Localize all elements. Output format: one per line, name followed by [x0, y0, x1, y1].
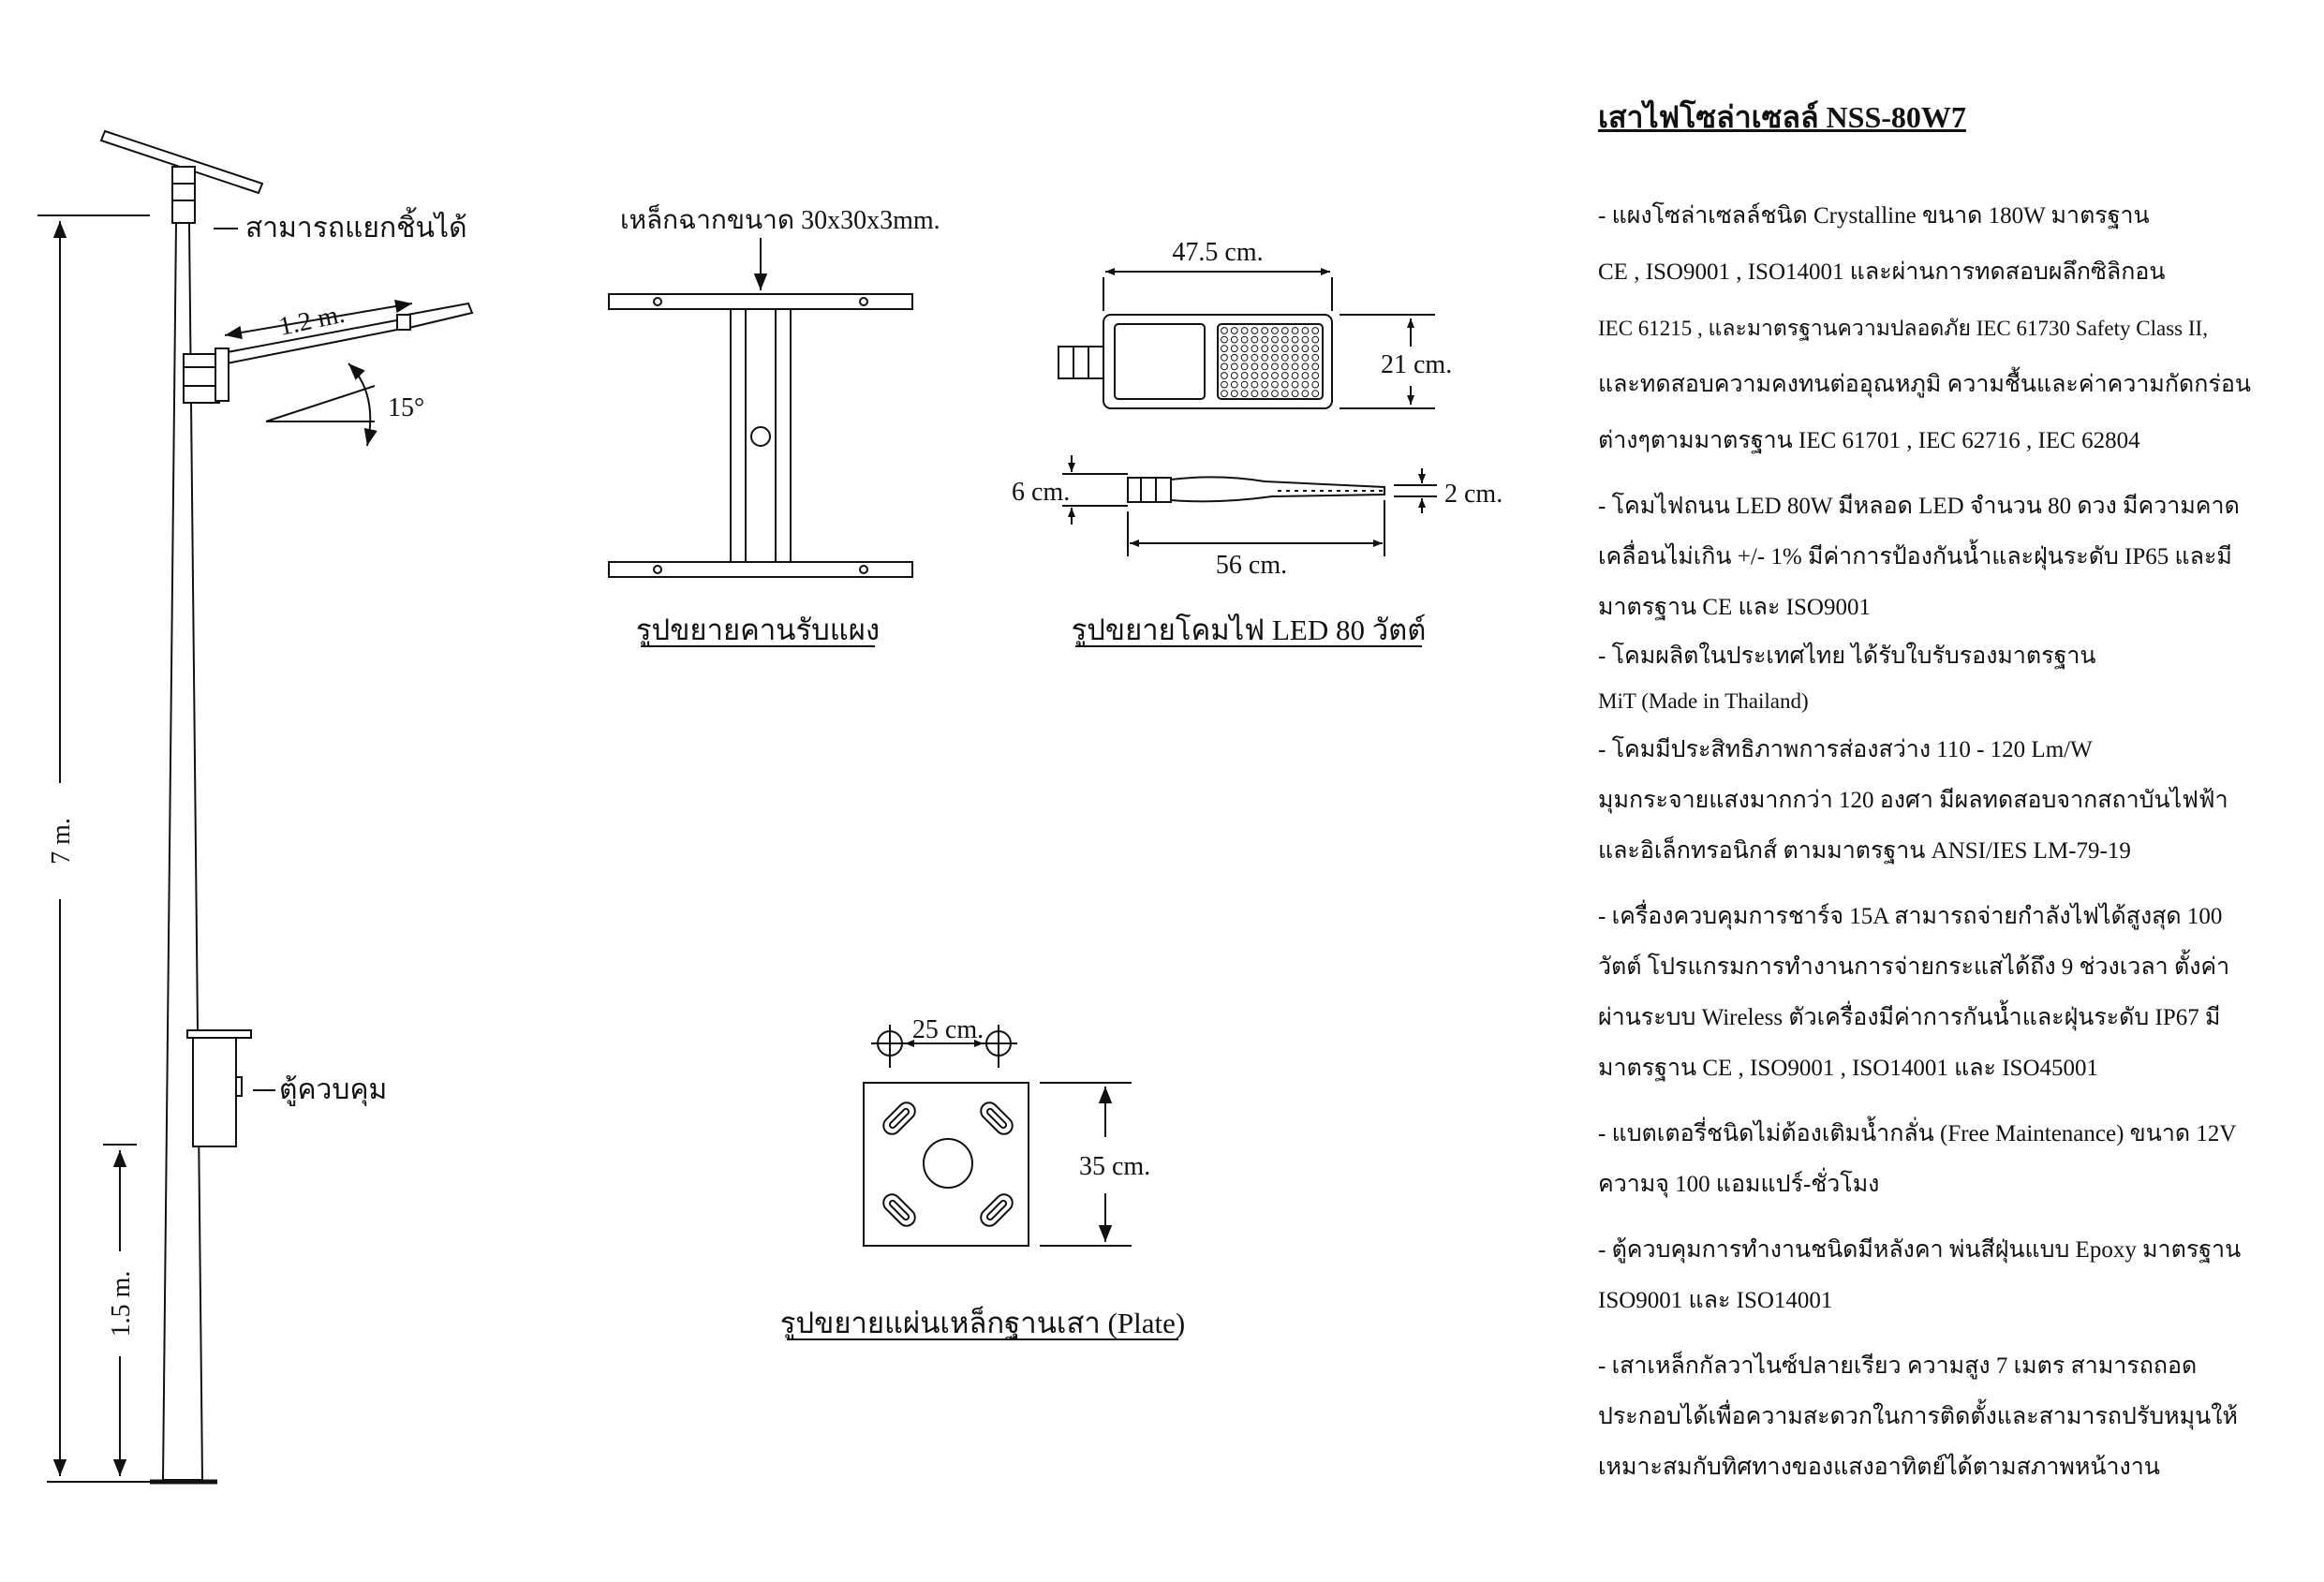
lamp-drawing: [1058, 272, 1437, 646]
spec-line: มาตรฐาน CE และ ISO9001: [1598, 595, 1871, 620]
control-box: [193, 1036, 236, 1146]
lamp-caption: รูปขยายโคมไฟ LED 80 วัตต์: [1071, 614, 1427, 646]
spec-line: - เสาเหล็กกัลวาไนซ์ปลายเรียว ความสูง 7 เมตร สามารถถอด: [1598, 1353, 2198, 1379]
spec-list: [1598, 198, 2310, 1486]
pole-drawing: [37, 131, 472, 1482]
lamp-height-right-label: 2 cm.: [1444, 480, 1503, 509]
spec-line: - โคมไฟถนน LED 80W มีหลอด LED จำนวน 80 ดวง มีความคาด: [1598, 494, 2240, 519]
pole-shaft: [163, 223, 202, 1480]
spec-line: - โคมผลิตในประเทศไทย ได้รับใบรับรองมาตรฐาน: [1598, 643, 2096, 669]
plate-bolt-spacing-label: 25 cm.: [911, 1015, 984, 1044]
pole-control-box-label: ตู้ควบคุม: [279, 1074, 388, 1105]
spec-line: และอิเล็กทรอนิกส์ ตามมาตรฐาน ANSI/IES LM-79-19: [1598, 838, 2131, 864]
plate-outline: [864, 1083, 1029, 1246]
pole-height-label: 7 m.: [47, 818, 76, 865]
spec-line: ประกอบได้เพื่อความสะดวกในการติดตั้งและสามารถปรับหมุนให้: [1598, 1404, 2238, 1429]
spec-line: - แผงโซล่าเซลล์ชนิด Crystalline ขนาด 180W มาตรฐาน: [1598, 203, 2150, 229]
lamp-width-label: 47.5 cm.: [1172, 238, 1264, 267]
bracket-drawing: [609, 238, 912, 646]
pole-arm-length-label: 1.2 m.: [276, 299, 348, 342]
plate-caption: รูปขยายแผ่นเหล็กฐานเสา (Plate): [779, 1307, 1186, 1339]
spec-line: มุมกระจายแสงมากกว่า 120 องศา มีผลทดสอบจากสถาบันไฟฟ้า: [1598, 788, 2228, 813]
spec-line: - ตู้ควบคุมการทำงานชนิดมีหลังคา พ่นสีฝุ่นแบบ Epoxy มาตรฐาน: [1598, 1237, 2242, 1263]
plate-drawing: [787, 1025, 1178, 1339]
spec-line: ISO9001 และ ISO14001: [1598, 1288, 1833, 1313]
bracket-steel-label: เหล็กฉากขนาด 30x30x3mm.: [620, 206, 940, 235]
spec-line: มาตรฐาน CE , ISO9001 , ISO14001 และ ISO45001: [1598, 1056, 2099, 1081]
spec-line: ต่างๆตามมาตรฐาน IEC 61701 , IEC 62716 , IEC 62804: [1598, 428, 2140, 453]
panel-mount: [172, 167, 195, 223]
spec-line: - โคมมีประสิทธิภาพการส่องสว่าง 110 - 120 Lm/W: [1598, 737, 2093, 762]
lamp-depth-label: 21 cm.: [1381, 350, 1453, 379]
lamp-side-mount: [1128, 478, 1171, 502]
spec-line: IEC 61215 , และมาตรฐานความปลอดภัย IEC 61730 Safety Class II,: [1598, 317, 2208, 340]
lamp-height-left-label: 6 cm.: [1012, 478, 1071, 507]
spec-line: MiT (Made in Thailand): [1598, 689, 1809, 713]
spec-panel: [1598, 94, 2310, 1486]
pole-detachable-label: สามารถแยกชิ้นได้: [245, 213, 467, 244]
spec-line: ผ่านระบบ Wireless ตัวเครื่องมีค่าการกันน้ำและฝุ่นระดับ IP67 มี: [1598, 1005, 2221, 1030]
pole-labels: [47, 207, 467, 1337]
spec-line: ความจุ 100 แอมแปร์-ชั่วโมง: [1598, 1172, 1880, 1197]
spec-line: และทดสอบความคงทนต่ออุณหภูมิ ความชื้นและค่าความกัดกร่อน: [1598, 372, 2251, 397]
spec-title: เสาไฟโซล่าเซลล์ NSS-80W7: [1598, 100, 1966, 134]
bracket-caption: รูปขยายคานรับแผง: [635, 614, 881, 646]
spec-line: CE , ISO9001 , ISO14001 และผ่านการทดสอบผลึกซิลิกอน: [1598, 259, 2166, 285]
spec-line: - แบตเตอรี่ชนิดไม่ต้องเติมน้ำกลั่น (Free Maintenance) ขนาด 12V: [1598, 1121, 2237, 1146]
spec-line: วัตต์ โปรแกรมการทำงานการจ่ายกระแสได้ถึง 9 ช่วงเวลา ตั้งค่า: [1598, 954, 2230, 980]
lamp-side-body: [1171, 477, 1384, 501]
arm-bracket: [184, 354, 219, 403]
spec-line: - เครื่องควบคุมการชาร์จ 15A สามารถจ่ายกำลังไฟได้สูงสุด 100: [1598, 904, 2223, 929]
spec-line: เคลื่อนไม่เกิน +/- 1% มีค่าการป้องกันน้ำและฝุ่นระดับ IP65 และมี: [1598, 544, 2232, 569]
lamp-labels: [1012, 238, 1502, 647]
pole-arm-angle-label: 15°: [388, 393, 425, 422]
lamp-length-label: 56 cm.: [1215, 551, 1288, 580]
plate-size-label: 35 cm.: [1079, 1152, 1151, 1181]
spec-line: เหมาะสมกับทิศทางของแสงอาทิตย์ได้ตามสภาพหน้างาน: [1598, 1455, 2160, 1480]
pole-box-height-label: 1.5 m.: [107, 1270, 136, 1338]
